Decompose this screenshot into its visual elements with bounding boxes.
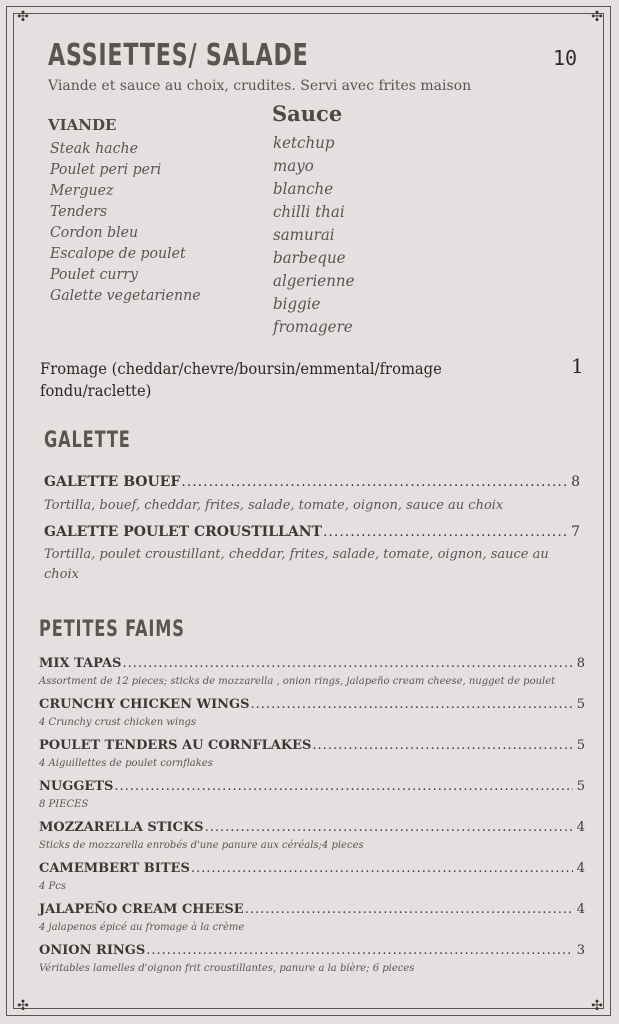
leader-dots <box>191 861 573 876</box>
section-title-assiettes: ASSIETTES/ SALADE <box>48 38 309 73</box>
menu-item-row <box>39 656 585 671</box>
item-name: POULET TENDERS AU CORNFLAKES <box>39 738 312 753</box>
item-description: Assortment de 12 pieces; sticks de mozzarella , onion rings, jalapeño cream cheese, nugget de poulet <box>39 676 556 687</box>
item-name: CAMEMBERT BITES <box>39 861 190 876</box>
item-description: 8 PIECES <box>39 799 89 810</box>
item-price: 5 <box>576 738 585 753</box>
leader-dots <box>205 820 573 835</box>
item-name: GALETTE BOUEF <box>44 474 181 490</box>
fromage-supplement: Fromage (cheddar/chevre/boursin/emmental/fromage fondu/raclette) <box>40 359 442 400</box>
item-name: CRUNCHY CHICKEN WINGS <box>39 697 250 712</box>
sauce-list <box>273 131 360 338</box>
item-price: 4 <box>576 861 585 876</box>
assiettes-subtitle: Viande et sauce au choix, crudites. Servi avec frites maison <box>48 78 472 94</box>
sauce-item: samurai <box>273 225 335 244</box>
viande-item: Poulet curry <box>50 265 138 283</box>
viande-item: Cordon bleu <box>50 223 139 241</box>
item-name: GALETTE POULET CROUSTILLANT <box>44 524 322 540</box>
sauce-item: blanche <box>273 179 334 198</box>
item-description: 4 Pcs <box>39 881 67 892</box>
leader-dots <box>245 902 573 917</box>
leader-dots <box>251 697 573 712</box>
item-description: Tortilla, bouef, cheddar, frites, salade, tomate, oignon, sauce au choix <box>44 498 504 513</box>
viande-item: Poulet peri peri <box>50 160 162 178</box>
item-name: MIX TAPAS <box>39 656 122 671</box>
menu-item-row <box>39 820 585 835</box>
menu-item-row <box>39 697 585 712</box>
item-description: 4 Aiguillettes de poulet cornflakes <box>39 758 213 769</box>
item-price: 8 <box>576 656 585 671</box>
item-price: 5 <box>576 779 585 794</box>
corner-ornament-icon: ✣ <box>17 998 29 1014</box>
viande-item: Tenders <box>50 202 108 220</box>
viande-item: Galette vegetarienne <box>50 286 201 304</box>
assiettes-price: 10 <box>553 46 578 70</box>
menu-item-row <box>39 738 585 753</box>
sauce-item: biggie <box>273 294 321 313</box>
item-name: MOZZARELLA STICKS <box>39 820 204 835</box>
item-name: NUGGETS <box>39 779 114 794</box>
sauce-item: mayo <box>273 156 314 175</box>
item-description: Tortilla, poulet croustillant, cheddar, frites, salade, tomate, oignon, sauce au choix <box>44 547 549 582</box>
item-name: JALAPEÑO CREAM CHEESE <box>39 902 244 917</box>
item-description: Véritables lamelles d'oignon frit croustillantes, panure a la bière; 6 pieces <box>39 963 415 974</box>
sauce-item: chilli thai <box>273 202 345 221</box>
menu-item-row <box>44 524 580 540</box>
leader-dots <box>312 738 572 753</box>
item-description: 4 jalapenos épicé au fromage à la crème <box>39 922 245 933</box>
item-description: 4 Crunchy crust chicken wings <box>39 717 197 728</box>
corner-ornament-icon: ✣ <box>591 998 603 1014</box>
viande-item: Steak hache <box>50 139 138 157</box>
item-price: 5 <box>576 697 585 712</box>
sauce-heading: Sauce <box>272 101 343 126</box>
menu-item-row <box>39 902 585 917</box>
leader-dots <box>146 943 572 958</box>
menu-item-row <box>39 943 585 958</box>
viande-item: Merguez <box>50 181 114 199</box>
item-price: 4 <box>576 820 585 835</box>
sauce-item: fromagere <box>273 317 353 336</box>
item-price: 4 <box>576 902 585 917</box>
viande-item: Escalope de poulet <box>50 244 186 262</box>
corner-ornament-icon: ✣ <box>591 9 603 25</box>
menu-item-row <box>44 474 580 490</box>
section-title-petites-faims: PETITES FAIMS <box>39 617 185 642</box>
viande-heading: VIANDE <box>48 116 117 134</box>
item-description: Sticks de mozzarella enrobés d'une panure aux céréals;4 pieces <box>39 840 364 851</box>
item-price: 7 <box>571 524 580 540</box>
leader-dots <box>122 656 572 671</box>
menu-item-row <box>39 779 585 794</box>
section-title-galette: GALETTE <box>44 428 131 453</box>
sauce-item: barbeque <box>273 248 346 267</box>
leader-dots <box>181 474 567 490</box>
corner-ornament-icon: ✣ <box>17 9 29 25</box>
sauce-item: ketchup <box>273 133 335 152</box>
sauce-item: algerienne <box>273 271 355 290</box>
item-price: 8 <box>571 474 580 490</box>
item-price: 3 <box>576 943 585 958</box>
leader-dots <box>323 524 567 540</box>
fromage-price: 1 <box>571 354 584 378</box>
viande-list <box>50 138 210 306</box>
leader-dots <box>114 779 572 794</box>
item-name: ONION RINGS <box>39 943 146 958</box>
menu-item-row <box>39 861 585 876</box>
